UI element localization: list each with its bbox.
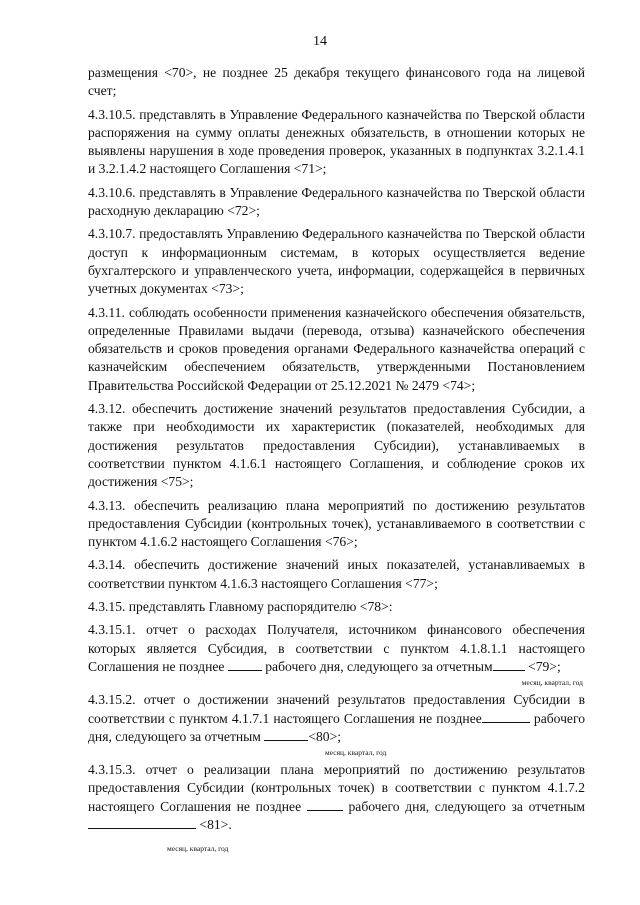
blank-days-field	[307, 798, 343, 811]
paragraph-4-3-10-6: 4.3.10.6. представлять в Управление Федерального казначейства по Тверской области расходную декларацию <72>;	[88, 184, 585, 219]
blank-period-field	[88, 816, 196, 829]
paragraph-4-3-15-3	[88, 761, 585, 834]
caption-period: месяц, квартал, год	[167, 844, 229, 854]
paragraph-4-3-13: 4.3.13. обеспечить реализацию плана мероприятий по достижению результатов предоставления Субсидии (контрольных точек), устанавливаемого в соответствии с пунктом 4.1.6.2 настоящего Соглашения <76>;	[88, 497, 585, 550]
paragraph-continuation: размещения <70>, не позднее 25 декабря текущего финансового года на лицевой счет;	[88, 65, 585, 99]
blank-days-field	[482, 710, 530, 723]
paragraph-4-3-15: 4.3.15. представлять Главному распорядителю <78>:	[88, 599, 393, 615]
caption-period: месяц, квартал, год	[521, 678, 583, 688]
paragraph-4-3-15-2	[88, 691, 585, 746]
paragraph-4-3-10-7: 4.3.10.7. предоставлять Управлению Федерального казначейства по Тверской области доступ к информационным системам, в которых осуществляется ведение бухгалтерского и управленческого учета, информации, содержащейся в первичных учетных документах <73>;	[88, 226, 585, 297]
footnote-ref: <79>;	[528, 658, 561, 674]
page-number: 14	[313, 34, 327, 49]
paragraph-4-3-12: 4.3.12. обеспечить достижение значений результатов предоставления Субсидии, а также при необходимости их характеристик (показателей, необходимых для достижения результатов предоставления Субсидии), устанавливаемых в соответствии пунктом 4.1.6.1 настоящего Соглашения, и соблюдение сроков их достижения <75>;	[88, 401, 585, 490]
document-body	[88, 64, 585, 853]
paragraph-text: рабочего дня, следующего за отчетным	[348, 798, 585, 814]
paragraph-text: 4.3.15.2. отчет о достижении значений результатов предоставления Субсидии в соответствии с пунктом 4.1.7.1 настоящего Соглашения не позднее	[88, 692, 585, 726]
blank-days-field	[228, 658, 262, 671]
paragraph-text: рабочего дня, следующего за отчетным	[265, 658, 493, 674]
paragraph-4-3-15-1	[88, 621, 585, 676]
blank-period-field	[493, 658, 525, 671]
paragraph-text: рабочего дня, следующего за отчетным	[88, 710, 586, 744]
paragraph-4-3-11: 4.3.11. соблюдать особенности применения казначейского обеспечения обязательств, определенные Правилами выдачи (перевода, отзыва) казначейского обеспечения обязательств и сроков проведения органами Федерального казначейства операций с казначейским обеспечением обязательств, утвержденными Постановлением Правительства Российской Федерации от 25.12.2021 № 2479 <74>;	[88, 304, 585, 393]
footnote-ref: <81>.	[199, 816, 232, 832]
footnote-ref: <80>;	[308, 728, 342, 744]
caption-period: месяц, квартал, год	[325, 748, 387, 758]
paragraph-4-3-14: 4.3.14. обеспечить достижение значений иных показателей, устанавливаемых в соответствии пунктом 4.1.6.3 настоящего Соглашения <77>;	[88, 557, 585, 591]
blank-period-field	[264, 728, 308, 741]
paragraph-4-3-10-5: 4.3.10.5. представлять в Управление Федерального казначейства по Тверской области распоряжения на сумму оплаты денежных обязательств, в отношении которых не выявлены нарушения в ходе проведения проверок, указанных в подпунктах 3.2.1.4.1 и 3.2.1.4.2 настоящего Соглашения <71>;	[88, 106, 585, 177]
paragraph-text: 4.3.15.3. отчет о реализации плана мероприятий по достижению результатов предоставления Субсидии (контрольных точек) в соответствии с пунктом 4.1.7.2 настоящего Соглашения не позднее	[88, 762, 585, 814]
paragraph-text: 4.3.15.1. отчет о расходах Получателя, источником финансового обеспечения которых является Субсидия, в соответствии с пунктом 4.1.8.1.1 настоящего Соглашения не позднее	[88, 622, 585, 674]
